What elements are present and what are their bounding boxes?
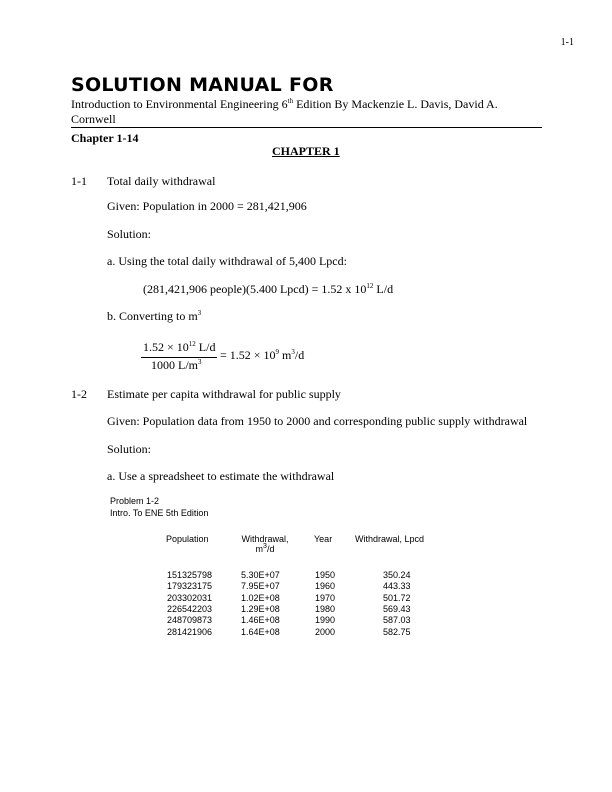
column-header-lpcd: Withdrawal, Lpcd xyxy=(355,534,425,544)
table-cell-year: 1980 xyxy=(315,603,336,614)
table-cell-lpcd: 569.43 xyxy=(383,603,411,614)
step-b-main: b. Converting to m xyxy=(107,309,198,323)
frac-result-exp: 9 xyxy=(275,348,280,356)
column-header-withdrawal xyxy=(234,534,296,554)
solution-label-1-2: Solution: xyxy=(107,442,152,456)
column-header-year: Year xyxy=(314,534,333,544)
fraction-result xyxy=(220,348,304,363)
frac-num-unit: L/d xyxy=(195,340,216,354)
table-cell-year: 1960 xyxy=(315,581,336,592)
chapter-heading: CHAPTER 1 xyxy=(272,144,340,158)
book-title-suffix: Edition By Mackenzie L. Davis, David A. Cornwell xyxy=(71,97,498,126)
calc-a-exponent: 12 xyxy=(366,282,374,290)
table-cell-withdrawal: 5.30E+07 xyxy=(241,570,280,580)
frac-result-main: = 1.52 × 10 xyxy=(220,348,276,362)
header-rule xyxy=(71,127,542,128)
table-cell-lpcd: 443.33 xyxy=(383,581,411,592)
table-cell-population: 226542203 xyxy=(167,603,213,614)
table-cell-lpcd: 587.03 xyxy=(383,615,411,626)
step-b-exponent: 3 xyxy=(197,309,202,317)
book-subtitle xyxy=(71,97,541,127)
problem-title-1-1: Total daily withdrawal xyxy=(107,174,216,188)
table-cell-withdrawal: 1.46E+08 xyxy=(241,615,280,626)
spreadsheet-title-line2: Intro. To ENE 5th Edition xyxy=(110,508,209,518)
table-cell-year: 1950 xyxy=(315,570,336,580)
solution-label-1-1: Solution: xyxy=(107,227,152,241)
book-edition-sup: th xyxy=(287,97,294,105)
table-cell-population: 203302031 xyxy=(167,592,213,603)
table-cell-population: 281421906 xyxy=(167,626,213,637)
table-cell-lpcd: 501.72 xyxy=(383,592,411,603)
table-cell-year: 1970 xyxy=(315,592,336,603)
withdrawal-unit-end: /d xyxy=(266,544,275,554)
page-number: 1-1 xyxy=(560,37,574,48)
frac-result-unit-end: /d xyxy=(294,348,305,362)
problem-number-1-2: 1-2 xyxy=(71,387,87,401)
given-1-2: Given: Population data from 1950 to 2000 and corresponding public supply withdrawal xyxy=(107,414,528,428)
table-cell-withdrawal: 1.64E+08 xyxy=(241,626,280,637)
problem-title-1-2: Estimate per capita withdrawal for public supply xyxy=(107,387,341,401)
table-cell-population: 179323175 xyxy=(167,581,213,592)
table-cell-year: 2000 xyxy=(315,626,336,637)
table-cell-withdrawal: 7.95E+07 xyxy=(241,581,280,592)
withdrawal-header-unit xyxy=(234,544,296,554)
column-header-population: Population xyxy=(166,534,209,544)
fraction-numerator xyxy=(141,340,217,358)
chapter-reference: Chapter 1-14 xyxy=(71,131,139,145)
frac-num-main: 1.52 × 10 xyxy=(143,340,189,354)
table-cell-withdrawal: 1.29E+08 xyxy=(241,603,280,614)
table-cell-withdrawal: 1.02E+08 xyxy=(241,592,280,603)
calculation-a-1-1 xyxy=(143,282,393,297)
frac-result-unit-exp: 3 xyxy=(291,348,295,356)
step-a-1-2: a. Use a spreadsheet to estimate the withdrawal xyxy=(107,469,335,483)
withdrawal-unit-exp: 3 xyxy=(263,543,267,550)
table-cell-lpcd: 582.75 xyxy=(383,626,411,637)
spreadsheet-title-line1: Problem 1-2 xyxy=(110,496,160,506)
fraction-denominator xyxy=(151,358,202,373)
calc-a-unit: L/d xyxy=(373,282,394,296)
withdrawal-unit-main: m xyxy=(255,544,264,554)
table-cell-year: 1990 xyxy=(315,615,336,626)
table-cell-population: 151325798 xyxy=(167,570,213,580)
banner-title: SOLUTION MANUAL FOR xyxy=(71,74,334,96)
table-cell-lpcd: 350.24 xyxy=(383,570,411,580)
book-title-prefix: Introduction to Environmental Engineering 6 xyxy=(71,97,288,111)
given-1-1: Given: Population in 2000 = 281,421,906 xyxy=(107,199,307,213)
step-b-1-1 xyxy=(107,309,201,324)
frac-den-exp: 3 xyxy=(198,358,202,366)
frac-num-exp: 12 xyxy=(188,340,196,348)
step-a-1-1: a. Using the total daily withdrawal of 5,400 Lpcd: xyxy=(107,254,347,268)
calc-a-main: (281,421,906 people)(5.400 Lpcd) = 1.52 x 10 xyxy=(143,282,367,296)
withdrawal-header-line1: Withdrawal, xyxy=(241,534,289,544)
table-cell-population: 248709873 xyxy=(167,615,213,626)
frac-result-unit-main: m xyxy=(279,348,292,362)
frac-den-main: 1000 L/m xyxy=(151,358,198,372)
problem-number-1-1: 1-1 xyxy=(71,174,87,188)
